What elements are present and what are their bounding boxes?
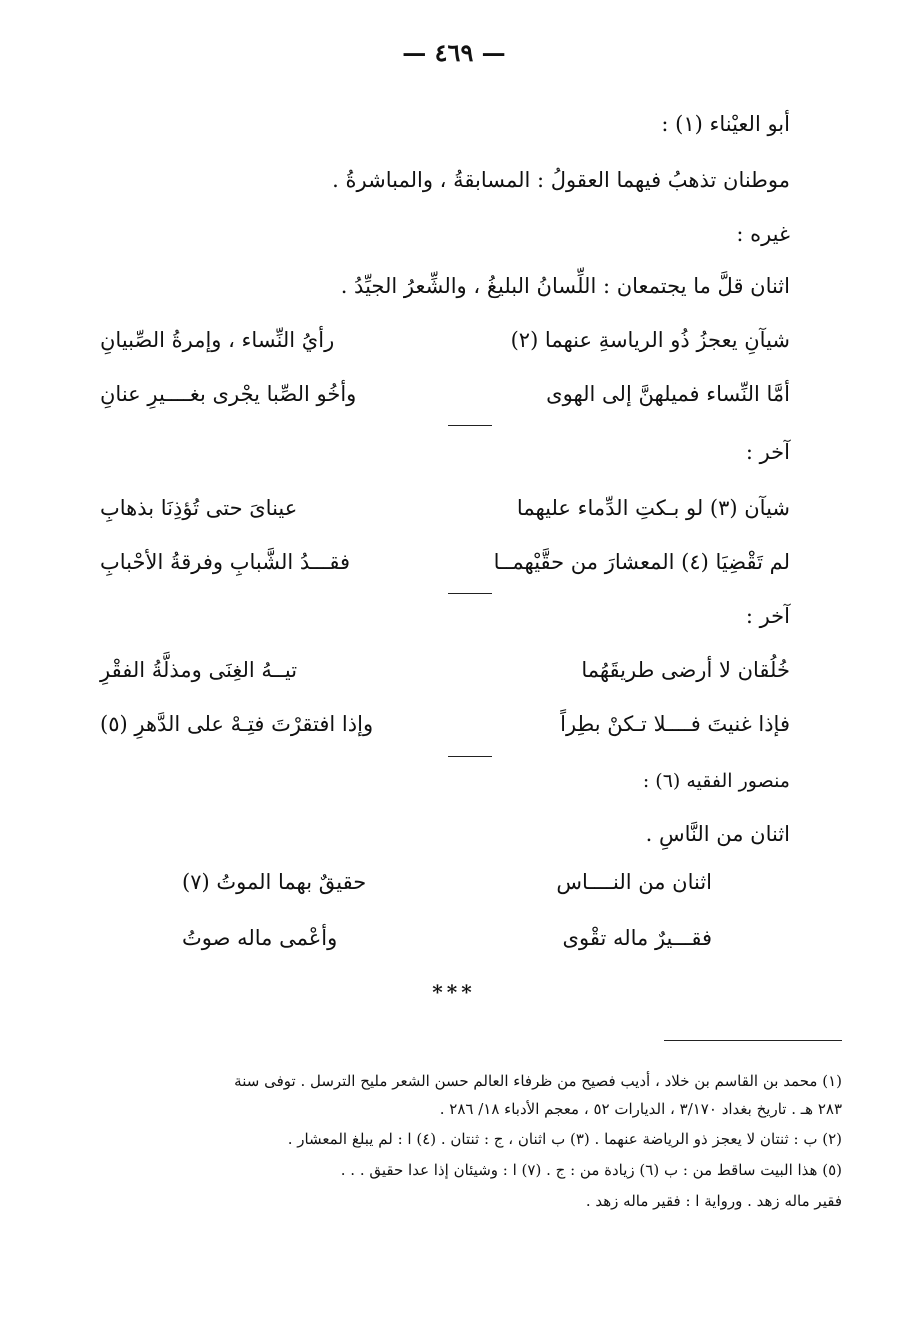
- verse-hemistich-first: لم تَقْضِيَا (٤) المعشارَ من حقَّيْهمــا: [493, 550, 790, 574]
- verse-hemistich-second: رأيُ النِّساء ، وإمرةُ الصِّبيانِ: [100, 328, 335, 352]
- section-heading-mansur: منصور الفقيه (٦) :: [642, 770, 790, 792]
- verse-hemistich-first: فقـــيرٌ ماله تقْوى: [562, 926, 712, 950]
- verse-separator: [448, 425, 492, 426]
- section-heading-other: غيره :: [736, 222, 790, 246]
- prose-line-mansur: اثنان من النَّاسِ .: [645, 822, 790, 846]
- verse-hemistich-second: وأعْمى ماله صوتُ: [182, 926, 338, 950]
- verse-hemistich-first: شيآنِ يعجزُ ذُو الرياسةِ عنهما (٢): [510, 328, 790, 352]
- verse-hemistich-first: اثنان من النــــاس: [556, 870, 712, 894]
- footnote-line: (٢) ب : ثنتان لا يعجز ذو الرياضة عنهما . (٣) ب اثنان ، ج : ثنتان . (٤) ا : لم يبلغ المعشار .: [287, 1130, 842, 1148]
- footnote-line: (٥) هذا البيت ساقط من : ب (٦) زيادة من : ج . (٧) ا : وشيئان إذا عدا حقيق . . .: [340, 1161, 842, 1179]
- section-heading-abu-aynaa: أبو العيْناء (١) :: [661, 112, 790, 136]
- verse-hemistich-first: شيآن (٣) لو بـكتِ الدِّماء عليهما: [516, 496, 790, 520]
- prose-line-other: اثنان قلَّ ما يجتمعان : اللِّسانُ البليغُ ، والشِّعرُ الجيِّدُ .: [340, 274, 790, 298]
- footnote-rule: [664, 1040, 842, 1041]
- verse-hemistich-first: فإذا غنيتَ فــــلا تـكنْ بطِراً: [560, 712, 790, 736]
- prose-line-abu-aynaa: موطنان تذهبُ فيهما العقولُ : المسابقةُ ، والمباشرةُ .: [332, 168, 790, 192]
- section-heading-other2: آخر :: [745, 440, 790, 464]
- verse-line: [182, 926, 712, 956]
- footnote-line: فقير ماله زهد . ورواية ا : فقير ماله زهد .: [585, 1192, 842, 1210]
- page-number: — ٤٦٩ —: [402, 38, 506, 67]
- verse-line: [182, 870, 712, 900]
- verse-hemistich-second: فقـــدُ الشَّبابِ وفرقةُ الأحْبابِ: [100, 550, 351, 574]
- verse-hemistich-first: خُلُقان لا أرضى طريقَهُما: [581, 658, 790, 682]
- verse-separator: [448, 756, 492, 757]
- verse-hemistich-first: أمَّا النِّساء فميلهنَّ إلى الهوى: [546, 382, 790, 406]
- footnote-line: ٢٨٣ هـ . تاريخ بغداد ٣/١٧٠ ، الديارات ٥٢ ، معجم الأدباء ١٨/ ٢٨٦ .: [439, 1100, 842, 1118]
- verse-hemistich-second: وأخُو الصِّبا يجْرى بغــــيرِ عنانِ: [100, 382, 357, 406]
- section-end-stars: ***: [432, 980, 476, 1004]
- verse-hemistich-second: تيــهُ الغِنَى ومذلَّةُ الفقْرِ: [100, 658, 298, 682]
- verse-hemistich-second: حقيقٌ بهما الموتُ (٧): [182, 870, 367, 894]
- footnote-line: (١) محمد بن القاسم بن خلاد ، أديب فصيح من ظرفاء العالم حسن الشعر مليح الترسل . توفى سنة: [234, 1072, 842, 1090]
- section-heading-other3: آخر :: [745, 604, 790, 628]
- verse-hemistich-second: وإذا افتقرْتَ فتِـهْ على الدَّهرِ (٥): [100, 712, 374, 736]
- verse-separator: [448, 593, 492, 594]
- verse-hemistich-second: عيناىَ حتى تُؤذِنَا بذهابِ: [100, 496, 298, 520]
